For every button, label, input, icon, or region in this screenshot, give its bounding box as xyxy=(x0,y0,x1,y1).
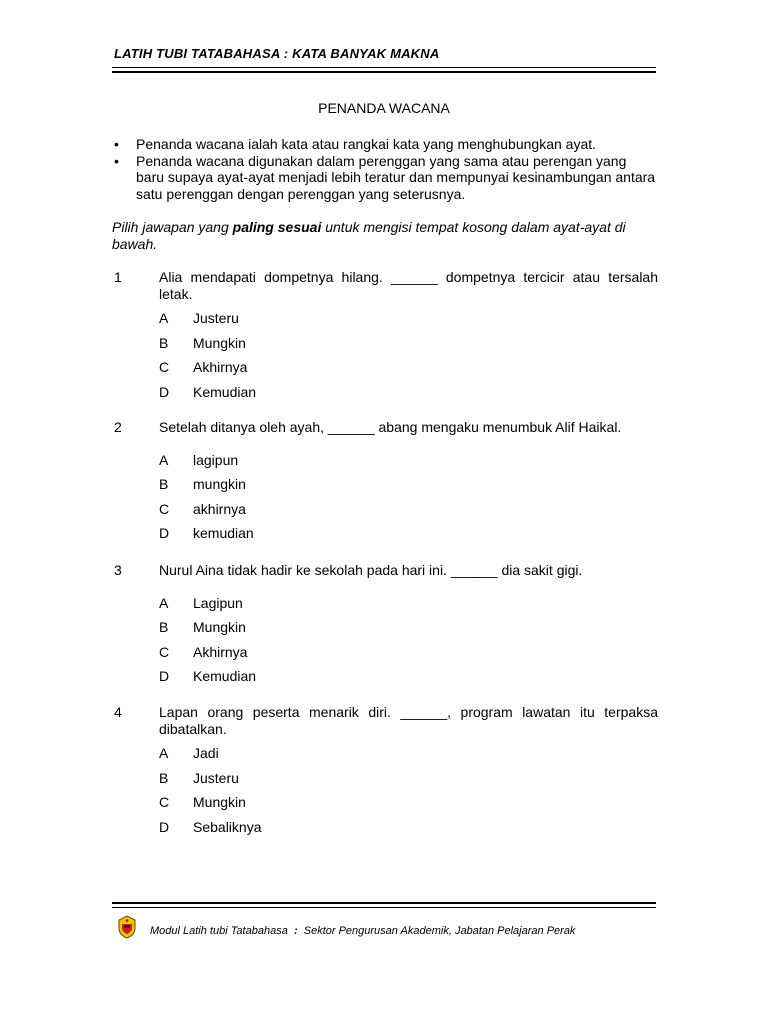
option-b[interactable] xyxy=(159,770,658,795)
bullet-item xyxy=(112,153,658,203)
option-list xyxy=(159,452,658,550)
option-text: mungkin xyxy=(193,476,246,492)
state-crest-icon xyxy=(115,915,139,939)
question-1 xyxy=(112,269,658,408)
header-rule-thick xyxy=(112,71,656,73)
option-a[interactable] xyxy=(159,452,658,477)
option-text: Mungkin xyxy=(193,619,246,635)
option-letter: A xyxy=(159,745,169,761)
question-number: 1 xyxy=(114,269,122,285)
footer-left: Modul Latih tubi Tatabahasa xyxy=(150,925,288,937)
option-c[interactable] xyxy=(159,644,658,669)
option-letter: D xyxy=(159,818,170,835)
instruction-before: Pilih jawapan yang xyxy=(112,219,233,235)
option-list xyxy=(159,745,658,843)
option-letter: C xyxy=(159,794,170,810)
option-text: kemudian xyxy=(193,525,254,541)
instruction xyxy=(112,219,632,252)
header-rule-thin xyxy=(112,67,656,68)
option-d[interactable] xyxy=(159,525,658,550)
bullet-text: Penanda wacana ialah kata atau rangkai kata yang menghubungkan ayat. xyxy=(136,136,597,152)
option-letter: D xyxy=(159,668,170,684)
option-text: Justeru xyxy=(193,310,239,326)
option-text: Akhirnya xyxy=(193,359,248,375)
question-number: 3 xyxy=(114,562,122,578)
option-text: Jadi xyxy=(193,745,219,761)
option-letter: D xyxy=(159,525,170,541)
question-text: Setelah ditanya oleh ayah, ______ abang mengaku menumbuk Alif Haikal. xyxy=(159,419,622,435)
question-text: Alia mendapati dompetnya hilang. ______ dompetnya tercicir atau tersalah letak. xyxy=(159,269,658,302)
option-a[interactable] xyxy=(159,595,658,620)
bullet-text: Penanda wacana digunakan dalam perenggan yang sama atau perengan yang baru supaya ayat-ayat menjadi lebih teratur dan mempunyai kesinambungan antara satu perenggan dengan perenggan yang seterusnya. xyxy=(136,152,656,202)
option-text: Justeru xyxy=(193,769,239,786)
option-list xyxy=(159,310,658,408)
footer-rule-thin xyxy=(112,907,656,908)
option-letter: B xyxy=(159,476,169,492)
option-letter: A xyxy=(159,310,169,326)
option-letter: D xyxy=(159,383,170,400)
option-text: Kemudian xyxy=(193,383,257,400)
option-letter: C xyxy=(159,359,170,375)
option-letter: A xyxy=(159,594,169,611)
option-text: Akhirnya xyxy=(193,643,248,660)
option-a[interactable] xyxy=(159,310,658,335)
bullet-item xyxy=(112,136,658,153)
option-d[interactable] xyxy=(159,819,658,844)
option-b[interactable] xyxy=(159,335,658,360)
question-4 xyxy=(112,704,658,843)
option-letter: B xyxy=(159,769,169,786)
option-c[interactable] xyxy=(159,359,658,384)
option-d[interactable] xyxy=(159,668,658,693)
option-a[interactable] xyxy=(159,745,658,770)
option-text: Sebaliknya xyxy=(193,818,262,835)
bullet-icon: • xyxy=(114,152,119,169)
footer-separator: : xyxy=(293,925,298,937)
option-c[interactable] xyxy=(159,501,658,526)
option-list xyxy=(159,595,658,693)
option-text: Kemudian xyxy=(193,668,257,684)
option-c[interactable] xyxy=(159,794,658,819)
option-text: Mungkin xyxy=(193,334,246,351)
option-d[interactable] xyxy=(159,384,658,409)
bullet-icon: • xyxy=(114,136,119,152)
option-b[interactable] xyxy=(159,619,658,644)
option-text: lagipun xyxy=(193,451,239,468)
footer-right: Sektor Pengurusan Akademik, Jabatan Pelajaran Perak xyxy=(303,925,576,937)
question-text: Nurul Aina tidak hadir ke sekolah pada hari ini. ______ dia sakit gigi. xyxy=(159,562,583,578)
option-letter: B xyxy=(159,619,169,635)
option-b[interactable] xyxy=(159,476,658,501)
header-title: LATIH TUBI TATABAHASA : KATA BANYAK MAKNA xyxy=(114,46,440,61)
instruction-after: untuk mengisi tempat kosong dalam ayat-ayat di bawah. xyxy=(112,219,626,252)
option-letter: C xyxy=(159,643,170,660)
question-number: 2 xyxy=(114,419,122,435)
question-text: Lapan orang peserta menarik diri. ______, program lawatan itu terpaksa dibatalkan. xyxy=(159,704,658,737)
question-3 xyxy=(112,562,658,693)
definition-list xyxy=(112,136,658,202)
footer-rule-thick xyxy=(112,902,656,904)
option-letter: A xyxy=(159,451,169,468)
instruction-bold: paling sesuai xyxy=(232,219,322,235)
option-text: Lagipun xyxy=(193,594,243,611)
footer-text xyxy=(150,925,575,937)
question-2 xyxy=(112,419,658,550)
question-number: 4 xyxy=(114,704,122,720)
option-text: akhirnya xyxy=(193,500,246,517)
option-letter: B xyxy=(159,334,169,351)
page-title: PENANDA WACANA xyxy=(318,100,450,116)
option-text: Mungkin xyxy=(193,794,246,810)
option-letter: C xyxy=(159,500,170,517)
